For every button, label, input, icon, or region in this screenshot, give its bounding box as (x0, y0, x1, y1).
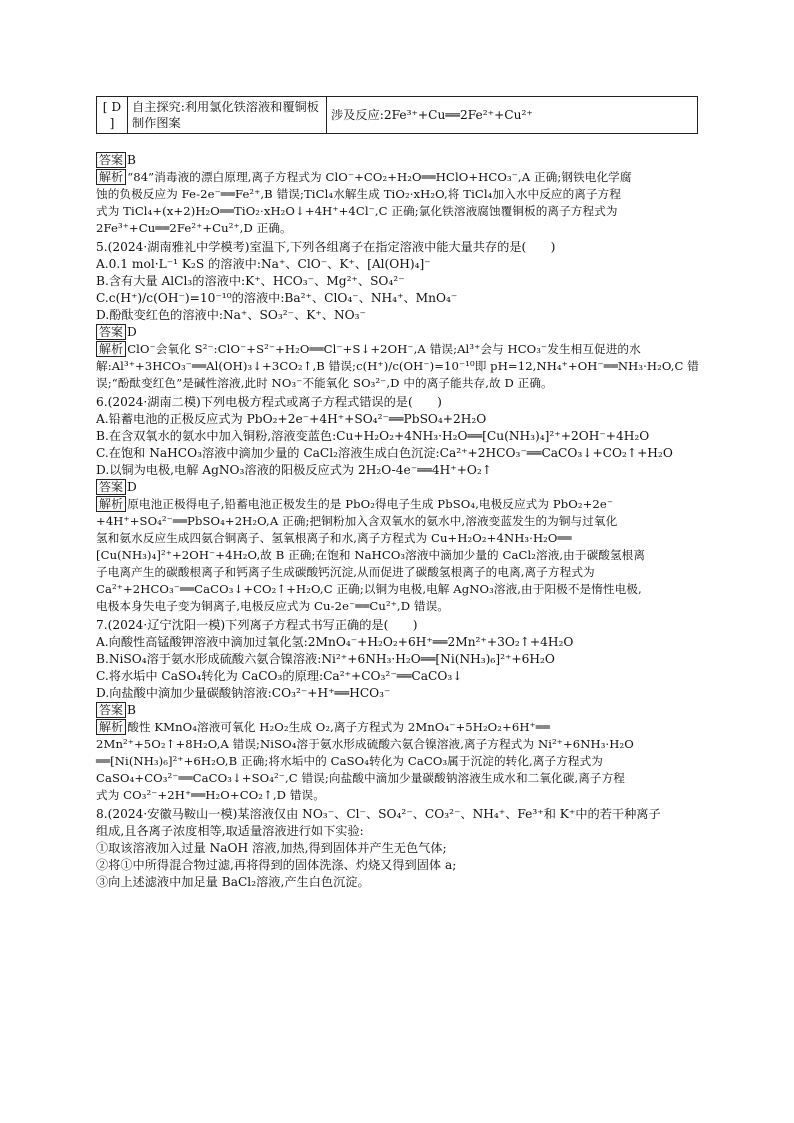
option-table (96, 96, 698, 134)
option-d: D.以铜为电极,电解 AgNO₃溶液的阳极反应式为 2H₂O-4e⁻══4H⁺+O₂↑ (96, 463, 492, 477)
answer-label: 答案 (96, 324, 126, 340)
q5-analysis-line: ClO⁻会氧化 S²⁻:ClO⁻+S²⁻+H₂O══Cl⁻+S↓+2OH⁻,A 错误;Al³⁺会与 HCO₃⁻发生相互促进的水 (127, 342, 641, 356)
q6-analysis-line: 氢和氨水反应生成四氨合铜离子、氢氧根离子和水,离子方程式为 Cu+H₂O₂+4NH₃·H₂O══ (96, 531, 572, 545)
analysis-label: 解析 (96, 719, 126, 735)
q7-answer: B (127, 703, 136, 717)
q6-analysis-line: [Cu(NH₃)₄]²⁺+2OH⁻+4H₂O,故 B 正确;在饱和 NaHCO₃溶液中滴加少量的 CaCl₂溶液,由于碳酸氢根离 (96, 548, 646, 562)
experiment-step: ③向上述滤液中加足量 BaCl₂溶液,产生白色沉淀。 (96, 875, 370, 889)
question-stem: 5.(2024·湖南雅礼中学模考)室温下,下列各组离子在指定溶液中能大量共存的是( ) (96, 240, 556, 254)
option-c: C.将水垢中 CaSO₄转化为 CaCO₃的原理:Ca²⁺+CO₃²⁻══CaCO₃↓ (96, 669, 463, 683)
answer-label: 答案 (96, 702, 126, 718)
reaction-cell: 涉及反应:2Fe³⁺+Cu══2Fe²⁺+Cu²⁺ (327, 97, 698, 134)
option-d: D.向盐酸中滴加少量碳酸钠溶液:CO₃²⁻+H⁺══HCO₃⁻ (96, 686, 391, 700)
analysis-label: 解析 (96, 496, 126, 512)
question-7 (96, 617, 698, 804)
option-a: A.0.1 mol·L⁻¹ K₂S 的溶液中:Na⁺、ClO⁻、K⁺、[Al(OH)₄]⁻ (96, 257, 431, 271)
q7-analysis-line: 酸性 KMnO₄溶液可氧化 H₂O₂生成 O₂,离子方程式为 2MnO₄⁻+5H₂O₂+6H⁺══ (127, 720, 550, 734)
q4-analysis-line: 式为 TiCl₄+(x+2)H₂O══TiO₂·xH₂O↓+4H⁺+4Cl⁻,C 正确;氯化铁溶液腐蚀覆铜板的离子方程式为 (96, 204, 618, 218)
question-stem: 7.(2024·辽宁沈阳一模)下列离子方程式书写正确的是( ) (96, 618, 418, 632)
q6-analysis-line: 电极本身失电子变为铜离子,电极反应式为 Cu-2e⁻══Cu²⁺,D 错误。 (96, 599, 449, 613)
question-stem: 组成,且各离子浓度相等,取适量溶液进行如下实验: (96, 824, 364, 838)
option-b: B.NiSO₄溶于氨水形成硫酸六氨合镍溶液:Ni²⁺+6NH₃·H₂O══[Ni(NH₃)₆]²⁺+6H₂O (96, 652, 555, 666)
answer-label: 答案 (96, 479, 126, 495)
analysis-label: 解析 (96, 341, 126, 357)
q4-analysis-line: 2Fe³⁺+Cu══2Fe²⁺+Cu²⁺,D 正确。 (96, 221, 292, 235)
q6-analysis-line: 原电池正极得电子,铅蓄电池正极发生的是 PbO₂得电子生成 PbSO₄,电极反应式为 PbO₂+2e⁻ (127, 497, 614, 511)
q5-answer: D (127, 325, 137, 339)
q6-answer: D (127, 480, 137, 494)
q5-analysis-line: 误;“酚酞变红色”是碱性溶液,此时 NO₃⁻不能氧化 SO₃²⁻,D 中的离子能共存,故 D 正确。 (96, 376, 553, 390)
option-a: A.铅蓄电池的正极反应式为 PbO₂+2e⁻+4H⁺+SO₄²⁻══PbSO₄+2H₂O (96, 412, 487, 426)
option-c: C.c(H⁺)/c(OH⁻)=10⁻¹⁰的溶液中:Ba²⁺、ClO₄⁻、NH₄⁺、MnO₄⁻ (96, 291, 458, 305)
experiment-step: ②将①中所得混合物过滤,再将得到的固体洗涤、灼烧又得到固体 a; (96, 858, 457, 872)
q5-analysis-line: 解:Al³⁺+3HCO₃⁻══Al(OH)₃↓+3CO₂↑,B 错误;c(H⁺)/c(OH⁻)=10⁻¹⁰即 pH=12,NH₄⁺+OH⁻══NH₃·H₂O,C 错 (96, 359, 700, 373)
question-5 (96, 239, 698, 392)
q7-analysis-line: CaSO₄+CO₃²⁻══CaCO₃↓+SO₄²⁻,C 错误;向盐酸中滴加少量碳酸钠溶液生成水和二氧化碳,离子方程 (96, 771, 626, 785)
q6-analysis-line: 子电离产生的碳酸根离子和钙离子生成碳酸钙沉淀,从而促进了碳酸氢根离子的电离,离子方程式为 (96, 565, 595, 579)
q7-analysis-line: 2Mn²⁺+5O₂↑+8H₂O,A 错误;NiSO₄溶于氨水形成硫酸六氨合镍溶液,离子方程式为 Ni²⁺+6NH₃·H₂O (96, 737, 634, 751)
q6-analysis-line: Ca²⁺+2HCO₃⁻══CaCO₃↓+CO₂↑+H₂O,C 正确;以铜为电极,电解 AgNO₃溶液,由于阳极不是惰性电极, (96, 582, 642, 596)
q4-analysis-line: 蚀的负极反应为 Fe-2e⁻══Fe²⁺,B 错误;TiCl₄水解生成 TiO₂·xH₂O,将 TiCl₄加入水中反应的离子方程 (96, 187, 622, 201)
option-a: A.向酸性高锰酸钾溶液中滴加过氧化氢:2MnO₄⁻+H₂O₂+6H⁺══2Mn²⁺+3O₂↑+4H₂O (96, 635, 574, 649)
q7-analysis-line: ══[Ni(NH₃)₆]²⁺+6H₂O,B 正确;将水垢中的 CaSO₄转化为 CaCO₃属于沉淀的转化,离子方程式为 (96, 754, 603, 768)
q4-answer: B (127, 153, 136, 167)
question-8 (96, 806, 698, 891)
option-d: D.酚酞变红色的溶液中:Na⁺、SO₃²⁻、K⁺、NO₃⁻ (96, 308, 366, 322)
analysis-label: 解析 (96, 169, 126, 185)
option-b: B.含有大量 AlCl₃的溶液中:K⁺、HCO₃⁻、Mg²⁺、SO₄²⁻ (96, 274, 405, 288)
option-b: B.在含双氧水的氨水中加入铜粉,溶液变蓝色:Cu+H₂O₂+4NH₃·H₂O══[Cu(NH₃)₄]²⁺+2OH⁻+4H₂O (96, 429, 650, 443)
page-content (96, 96, 698, 891)
experiment-step: ①取该溶液加入过量 NaOH 溶液,加热,得到固体并产生无色气体; (96, 841, 447, 855)
q6-analysis-line: +4H⁺+SO₄²⁻══PbSO₄+2H₂O,A 正确;把铜粉加入含双氧水的氨水中,溶液变蓝发生的为铜与过氧化 (96, 514, 618, 528)
q7-analysis-line: 式为 CO₃²⁻+2H⁺══H₂O+CO₂↑,D 错误。 (96, 788, 325, 802)
q4-analysis-line: “84”消毒液的漂白原理,离子方程式为 ClO⁻+CO₂+H₂O══HClO+HCO₃⁻,A 正确;钢铁电化学腐 (127, 170, 632, 184)
question-6 (96, 394, 698, 615)
activity-cell: 自主探究:利用氯化铁溶液和覆铜板制作图案 (128, 97, 327, 134)
answer-label: 答案 (96, 152, 126, 168)
option-c: C.在饱和 NaHCO₃溶液中滴加少量的 CaCl₂溶液生成白色沉淀:Ca²⁺+2HCO₃⁻══CaCO₃↓+CO₂↑+H₂O (96, 446, 673, 460)
question-stem: 8.(2024·安徽马鞍山一模)某溶液仅由 NO₃⁻、Cl⁻、SO₄²⁻、CO₃²⁻、NH₄⁺、Fe³⁺和 K⁺中的若干种离子 (96, 807, 661, 821)
question-stem: 6.(2024·湖南二模)下列电极方程式或离子方程式错误的是( ) (96, 395, 442, 409)
table-row (97, 97, 698, 134)
option-tag: [ D ] (97, 97, 128, 134)
q4-answer-block (96, 152, 698, 237)
